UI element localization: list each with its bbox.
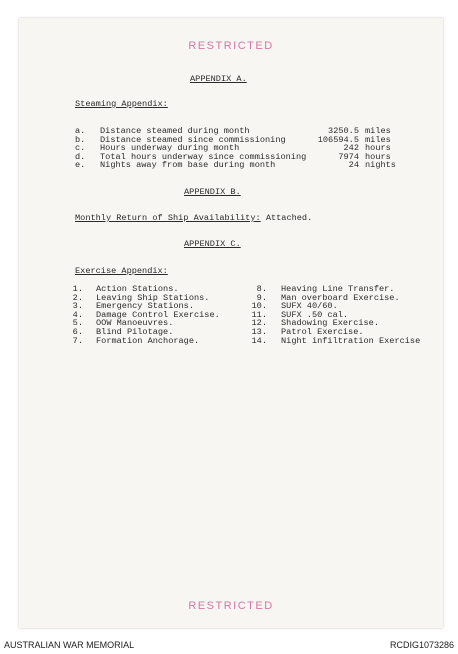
restricted-stamp-top: RESTRICTED bbox=[188, 40, 274, 52]
appendix-b-heading: APPENDIX B. bbox=[184, 187, 241, 197]
exercise-number: 7. bbox=[72, 335, 83, 346]
steaming-row bbox=[19, 152, 443, 161]
restricted-stamp-bottom: RESTRICTED bbox=[188, 600, 274, 612]
exercise-item bbox=[231, 336, 443, 345]
exercise-text: Blind Pilotage. bbox=[96, 326, 174, 337]
exercise-item bbox=[231, 284, 443, 293]
row-unit: miles bbox=[365, 134, 391, 145]
exercise-number: 12. bbox=[251, 318, 267, 329]
row-letter: e. bbox=[75, 160, 86, 171]
exercise-item bbox=[19, 336, 231, 345]
exercise-text: Damage Control Exercise. bbox=[96, 309, 220, 320]
exercise-item bbox=[231, 293, 443, 302]
exercise-number: 4. bbox=[72, 309, 83, 320]
exercise-text: SUFX 40/60. bbox=[281, 301, 338, 312]
exercise-number: 1. bbox=[72, 284, 83, 294]
row-unit: hours bbox=[365, 151, 391, 162]
steaming-table bbox=[19, 126, 443, 169]
exercise-item bbox=[19, 318, 231, 327]
exercise-number: 13. bbox=[251, 326, 267, 337]
exercise-item bbox=[19, 310, 231, 319]
exercise-text: Leaving Ship Stations. bbox=[96, 292, 210, 303]
row-value: 3250.5 bbox=[328, 126, 359, 136]
row-value: 24 bbox=[348, 160, 359, 171]
exercise-number: 8. bbox=[256, 284, 267, 294]
exercise-item bbox=[19, 301, 231, 310]
exercise-number: 2. bbox=[72, 292, 83, 303]
availability-label: Monthly Return of Ship Availability: bbox=[75, 213, 261, 223]
steaming-row bbox=[19, 135, 443, 144]
row-label: Distance steamed since commissioning bbox=[100, 134, 286, 145]
row-label: Distance steamed during month bbox=[100, 126, 250, 136]
exercise-item bbox=[19, 284, 231, 293]
row-label: Total hours underway since commissioning bbox=[100, 151, 307, 162]
appendix-a-heading: APPENDIX A. bbox=[190, 74, 247, 84]
exercise-number: 5. bbox=[72, 318, 83, 329]
appendix-c-heading: APPENDIX C. bbox=[184, 239, 241, 249]
row-value: 106594.5 bbox=[317, 134, 359, 145]
exercise-text: Man overboard Exercise. bbox=[281, 292, 400, 303]
row-value: 242 bbox=[343, 143, 359, 154]
row-unit: nights bbox=[365, 160, 396, 171]
exercise-item bbox=[231, 318, 443, 327]
exercise-item bbox=[231, 301, 443, 310]
document-page bbox=[19, 18, 443, 628]
steaming-row bbox=[19, 143, 443, 152]
steaming-appendix-title: Steaming Appendix: bbox=[75, 99, 168, 109]
availability-value: Attached. bbox=[265, 213, 313, 223]
exercise-list-right bbox=[231, 284, 443, 344]
exercise-item bbox=[19, 327, 231, 336]
exercise-text: OOW Manoeuvres. bbox=[96, 318, 174, 329]
steaming-row bbox=[19, 160, 443, 169]
exercise-text: Patrol Exercise. bbox=[281, 326, 364, 337]
row-label: Nights away from base during month bbox=[100, 160, 276, 171]
row-unit: hours bbox=[365, 143, 391, 154]
exercise-appendix-title: Exercise Appendix: bbox=[75, 266, 168, 276]
exercise-number: 9. bbox=[256, 292, 267, 303]
exercise-text: Night infiltration Exercise bbox=[281, 335, 421, 346]
row-label: Hours underway during month bbox=[100, 143, 240, 154]
exercise-number: 14. bbox=[251, 335, 267, 346]
exercise-text: Shadowing Exercise. bbox=[281, 318, 379, 329]
row-unit: miles bbox=[365, 126, 391, 136]
availability-line bbox=[75, 213, 312, 223]
exercise-text: Emergency Stations. bbox=[96, 301, 194, 312]
exercise-list-left bbox=[19, 284, 231, 344]
row-value: 7974 bbox=[338, 151, 359, 162]
exercise-text: SUFX .50 cal. bbox=[281, 309, 349, 320]
exercise-number: 11. bbox=[251, 309, 267, 320]
row-letter: c. bbox=[75, 143, 86, 154]
exercise-item bbox=[231, 310, 443, 319]
exercise-item bbox=[231, 327, 443, 336]
archive-name: AUSTRALIAN WAR MEMORIAL bbox=[4, 640, 135, 650]
exercise-text: Heaving Line Transfer. bbox=[281, 284, 395, 294]
row-letter: b. bbox=[75, 134, 86, 145]
exercise-number: 3. bbox=[72, 301, 83, 312]
exercise-item bbox=[19, 293, 231, 302]
exercise-number: 6. bbox=[72, 326, 83, 337]
exercise-text: Formation Anchorage. bbox=[96, 335, 200, 346]
archive-id: RCDIG1073286 bbox=[389, 640, 454, 650]
row-letter: d. bbox=[75, 151, 86, 162]
row-letter: a. bbox=[75, 126, 86, 136]
exercise-text: Action Stations. bbox=[96, 284, 179, 294]
steaming-row bbox=[19, 126, 443, 135]
exercise-number: 10. bbox=[251, 301, 267, 312]
